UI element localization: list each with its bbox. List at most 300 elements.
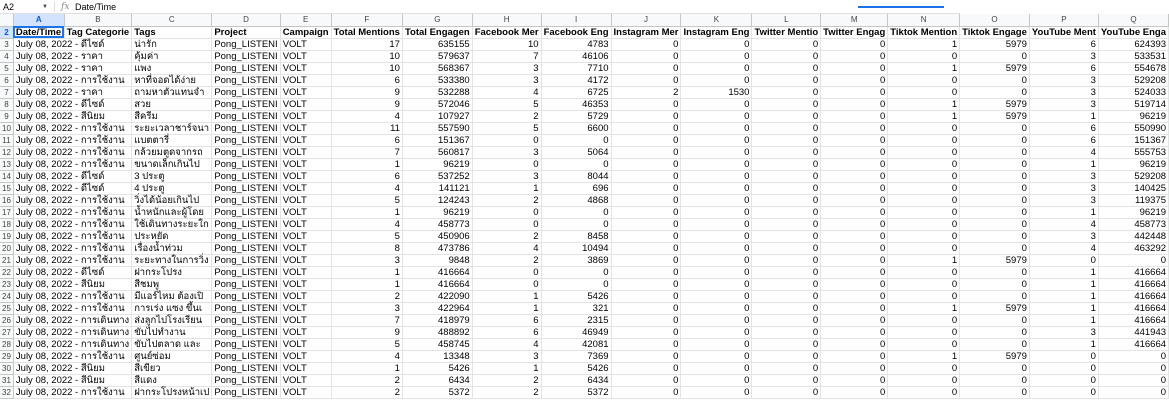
- cell[interactable]: 0: [752, 350, 821, 362]
- cell[interactable]: 0: [960, 278, 1030, 290]
- row-header[interactable]: 13: [0, 158, 13, 170]
- cell[interactable]: Pong_LISTENI: [212, 218, 280, 230]
- cell[interactable]: 0: [960, 386, 1030, 398]
- cell[interactable]: VOLT: [280, 254, 331, 266]
- cell[interactable]: July 08, 2022 - การใช้งาน: [13, 290, 131, 302]
- cell[interactable]: 3: [472, 170, 541, 182]
- cell[interactable]: VOLT: [280, 278, 331, 290]
- cell[interactable]: 3 ประตู: [132, 170, 212, 182]
- cell[interactable]: VOLT: [280, 86, 331, 98]
- cell[interactable]: 7710: [541, 62, 611, 74]
- cell[interactable]: 0: [611, 134, 681, 146]
- row-header[interactable]: 29: [0, 350, 13, 362]
- cell[interactable]: 0: [960, 218, 1030, 230]
- cell[interactable]: 1: [888, 38, 960, 50]
- cell[interactable]: 0: [821, 374, 888, 386]
- cell[interactable]: July 08, 2022 - สีนิยม: [13, 278, 131, 290]
- cell[interactable]: July 08, 2022 - การใช้งาน: [13, 194, 131, 206]
- cell[interactable]: July 08, 2022 - การใช้งาน: [13, 218, 131, 230]
- cell[interactable]: 1: [331, 278, 402, 290]
- row-header[interactable]: 17: [0, 206, 13, 218]
- cell[interactable]: 568367: [402, 62, 472, 74]
- cell[interactable]: 3: [472, 146, 541, 158]
- cell[interactable]: Pong_LISTENI: [212, 146, 280, 158]
- cell[interactable]: Pong_LISTENI: [212, 242, 280, 254]
- column-header-d[interactable]: D: [212, 14, 280, 26]
- column-header-n[interactable]: N: [888, 14, 960, 26]
- cell[interactable]: 3869: [541, 254, 611, 266]
- cell[interactable]: 0: [681, 134, 752, 146]
- cell[interactable]: 0: [821, 254, 888, 266]
- cell[interactable]: คุ้มค่า: [132, 50, 212, 62]
- cell[interactable]: YouTube Ment: [1029, 26, 1098, 38]
- row-header[interactable]: 8: [0, 98, 13, 110]
- cell[interactable]: 0: [1029, 350, 1098, 362]
- cell[interactable]: 8458: [541, 230, 611, 242]
- cell[interactable]: Pong_LISTENI: [212, 182, 280, 194]
- cell[interactable]: Pong_LISTENI: [212, 194, 280, 206]
- cell[interactable]: 0: [611, 62, 681, 74]
- cell[interactable]: 0: [752, 242, 821, 254]
- cell[interactable]: 0: [681, 374, 752, 386]
- cell[interactable]: 1: [472, 362, 541, 374]
- cell[interactable]: 0: [681, 314, 752, 326]
- cell[interactable]: 0: [821, 86, 888, 98]
- cell[interactable]: 5: [472, 122, 541, 134]
- cell[interactable]: July 08, 2022 - การใช้งาน: [13, 158, 131, 170]
- cell[interactable]: 0: [960, 182, 1030, 194]
- row-header[interactable]: 3: [0, 38, 13, 50]
- row-header[interactable]: 12: [0, 146, 13, 158]
- cell[interactable]: 0: [1029, 374, 1098, 386]
- cell[interactable]: กล้วยมตูดจากรถ: [132, 146, 212, 158]
- cell[interactable]: 1: [331, 266, 402, 278]
- cell[interactable]: 0: [821, 338, 888, 350]
- cell[interactable]: 0: [821, 110, 888, 122]
- cell[interactable]: 4: [472, 338, 541, 350]
- cell[interactable]: 532288: [402, 86, 472, 98]
- cell[interactable]: 0: [541, 158, 611, 170]
- cell[interactable]: สีแดง: [132, 374, 212, 386]
- cell[interactable]: Instagram Mer: [611, 26, 681, 38]
- cell[interactable]: 463292: [1098, 242, 1168, 254]
- cell[interactable]: VOLT: [280, 266, 331, 278]
- cell[interactable]: 0: [611, 266, 681, 278]
- cell[interactable]: VOLT: [280, 158, 331, 170]
- cell[interactable]: 0: [681, 98, 752, 110]
- cell[interactable]: Pong_LISTENI: [212, 74, 280, 86]
- cell[interactable]: 7: [472, 50, 541, 62]
- cell[interactable]: 0: [752, 74, 821, 86]
- column-header-e[interactable]: E: [280, 14, 331, 26]
- cell[interactable]: 10: [331, 62, 402, 74]
- cell[interactable]: มีแอร์ไหม ต้องเปิ: [132, 290, 212, 302]
- cell[interactable]: Pong_LISTENI: [212, 362, 280, 374]
- cell[interactable]: 0: [888, 134, 960, 146]
- cell[interactable]: 9: [331, 326, 402, 338]
- cell[interactable]: 0: [960, 170, 1030, 182]
- cell[interactable]: 1: [888, 62, 960, 74]
- cell[interactable]: 0: [681, 266, 752, 278]
- cell[interactable]: 1530: [681, 86, 752, 98]
- cell[interactable]: Instagram Eng: [681, 26, 752, 38]
- column-header-m[interactable]: M: [821, 14, 888, 26]
- cell[interactable]: 458773: [1098, 218, 1168, 230]
- cell[interactable]: 2: [472, 110, 541, 122]
- cell[interactable]: 0: [960, 122, 1030, 134]
- cell[interactable]: 0: [752, 338, 821, 350]
- cell[interactable]: 1: [472, 302, 541, 314]
- cell[interactable]: 0: [752, 182, 821, 194]
- cell[interactable]: 4: [1029, 242, 1098, 254]
- cell[interactable]: 0: [681, 158, 752, 170]
- cell[interactable]: 2: [472, 374, 541, 386]
- cell[interactable]: VOLT: [280, 134, 331, 146]
- cell[interactable]: ขับไปทำงาน: [132, 326, 212, 338]
- cell[interactable]: 96219: [402, 158, 472, 170]
- cell[interactable]: 0: [888, 206, 960, 218]
- cell[interactable]: 151367: [1098, 134, 1168, 146]
- cell[interactable]: 5979: [960, 98, 1030, 110]
- cell[interactable]: 0: [681, 50, 752, 62]
- cell[interactable]: 5979: [960, 62, 1030, 74]
- cell[interactable]: VOLT: [280, 338, 331, 350]
- cell[interactable]: 96219: [1098, 158, 1168, 170]
- cell[interactable]: 0: [611, 374, 681, 386]
- cell[interactable]: 537252: [402, 170, 472, 182]
- cell[interactable]: 0: [611, 338, 681, 350]
- cell[interactable]: 5: [331, 230, 402, 242]
- cell[interactable]: 488892: [402, 326, 472, 338]
- cell[interactable]: 4868: [541, 194, 611, 206]
- cell[interactable]: 7369: [541, 350, 611, 362]
- row-header[interactable]: 10: [0, 122, 13, 134]
- horizontal-scroll-indicator[interactable]: [858, 6, 944, 8]
- cell[interactable]: สีครีม: [132, 110, 212, 122]
- cell[interactable]: July 08, 2022 - การใช้งาน: [13, 254, 131, 266]
- cell[interactable]: 0: [960, 374, 1030, 386]
- cell[interactable]: 458773: [402, 218, 472, 230]
- cell[interactable]: July 08, 2022 - ดีไซด์: [13, 98, 131, 110]
- cell[interactable]: 0: [960, 50, 1030, 62]
- cell[interactable]: July 08, 2022 - ราคา: [13, 62, 131, 74]
- cell[interactable]: 0: [960, 362, 1030, 374]
- cell[interactable]: 458745: [402, 338, 472, 350]
- cell[interactable]: 1: [1029, 266, 1098, 278]
- cell[interactable]: Pong_LISTENI: [212, 98, 280, 110]
- cell[interactable]: Pong_LISTENI: [212, 50, 280, 62]
- row-header[interactable]: 6: [0, 74, 13, 86]
- cell[interactable]: 0: [681, 146, 752, 158]
- cell[interactable]: Pong_LISTENI: [212, 326, 280, 338]
- cell[interactable]: 0: [752, 62, 821, 74]
- cell[interactable]: 0: [821, 182, 888, 194]
- cell[interactable]: Tag Categorie: [64, 26, 132, 38]
- row-header[interactable]: 31: [0, 374, 13, 386]
- cell[interactable]: 4: [472, 86, 541, 98]
- cell[interactable]: VOLT: [280, 386, 331, 398]
- cell[interactable]: July 08, 2022 - การเดินทาง: [13, 338, 131, 350]
- cell[interactable]: 6: [1029, 38, 1098, 50]
- cell[interactable]: 0: [752, 38, 821, 50]
- cell[interactable]: 441943: [1098, 326, 1168, 338]
- cell[interactable]: Pong_LISTENI: [212, 134, 280, 146]
- cell[interactable]: 0: [681, 182, 752, 194]
- row-header[interactable]: 32: [0, 386, 13, 398]
- cell[interactable]: 579637: [402, 50, 472, 62]
- cell[interactable]: 0: [611, 182, 681, 194]
- cell[interactable]: 0: [611, 290, 681, 302]
- cell[interactable]: 0: [752, 194, 821, 206]
- cell[interactable]: 0: [472, 266, 541, 278]
- cell[interactable]: 4: [1029, 218, 1098, 230]
- cell[interactable]: 635155: [402, 38, 472, 50]
- cell[interactable]: เรื่องน้ำท่วม: [132, 242, 212, 254]
- cell[interactable]: 0: [888, 266, 960, 278]
- cell[interactable]: 0: [888, 158, 960, 170]
- cell[interactable]: 0: [752, 278, 821, 290]
- cell[interactable]: Tags: [132, 26, 212, 38]
- cell[interactable]: 96219: [1098, 110, 1168, 122]
- cell[interactable]: 0: [1098, 386, 1168, 398]
- cell[interactable]: 572046: [402, 98, 472, 110]
- cell[interactable]: 0: [752, 50, 821, 62]
- cell[interactable]: July 08, 2022 - สีนิยม: [13, 362, 131, 374]
- cell[interactable]: VOLT: [280, 74, 331, 86]
- cell[interactable]: หาที่จอดได้ง่าย: [132, 74, 212, 86]
- cell[interactable]: July 08, 2022 - ดีไซด์: [13, 170, 131, 182]
- cell[interactable]: Pong_LISTENI: [212, 350, 280, 362]
- cell[interactable]: 1: [472, 182, 541, 194]
- cell[interactable]: 0: [888, 290, 960, 302]
- column-header-q[interactable]: Q: [1098, 14, 1168, 26]
- cell[interactable]: 560817: [402, 146, 472, 158]
- cell[interactable]: 0: [472, 134, 541, 146]
- cell[interactable]: 0: [960, 74, 1030, 86]
- cell[interactable]: Pong_LISTENI: [212, 62, 280, 74]
- cell[interactable]: 3: [472, 74, 541, 86]
- cell[interactable]: 0: [821, 122, 888, 134]
- column-header-b[interactable]: B: [64, 14, 132, 26]
- cell[interactable]: 0: [821, 62, 888, 74]
- column-header-g[interactable]: G: [402, 14, 472, 26]
- cell[interactable]: 4: [331, 218, 402, 230]
- cell[interactable]: 442448: [1098, 230, 1168, 242]
- cell[interactable]: 0: [681, 386, 752, 398]
- cell[interactable]: 416664: [402, 278, 472, 290]
- cell[interactable]: 3: [1029, 98, 1098, 110]
- cell[interactable]: 0: [472, 158, 541, 170]
- row-header[interactable]: 7: [0, 86, 13, 98]
- cell[interactable]: July 08, 2022 - การใช้งาน: [13, 230, 131, 242]
- cell[interactable]: 0: [1029, 362, 1098, 374]
- cell[interactable]: 6: [1029, 62, 1098, 74]
- cell[interactable]: July 08, 2022 - ดีไซด์: [13, 182, 131, 194]
- cell[interactable]: 0: [821, 134, 888, 146]
- row-header[interactable]: 4: [0, 50, 13, 62]
- cell[interactable]: ประหยัด: [132, 230, 212, 242]
- cell[interactable]: 0: [752, 146, 821, 158]
- cell[interactable]: Pong_LISTENI: [212, 38, 280, 50]
- cell[interactable]: 450906: [402, 230, 472, 242]
- cell[interactable]: VOLT: [280, 350, 331, 362]
- cell[interactable]: 0: [681, 254, 752, 266]
- cell[interactable]: 119375: [1098, 194, 1168, 206]
- cell[interactable]: Tiktok Engage: [960, 26, 1030, 38]
- cell[interactable]: 5979: [960, 254, 1030, 266]
- column-header-f[interactable]: F: [331, 14, 402, 26]
- cell[interactable]: 0: [681, 122, 752, 134]
- cell[interactable]: 96219: [402, 206, 472, 218]
- cell[interactable]: 0: [611, 194, 681, 206]
- cell[interactable]: 5979: [960, 110, 1030, 122]
- cell[interactable]: 0: [1098, 374, 1168, 386]
- cell[interactable]: 1: [331, 158, 402, 170]
- cell[interactable]: Pong_LISTENI: [212, 122, 280, 134]
- cell[interactable]: 5426: [402, 362, 472, 374]
- cell[interactable]: 0: [821, 50, 888, 62]
- cell[interactable]: 0: [611, 170, 681, 182]
- cell[interactable]: 0: [681, 326, 752, 338]
- cell[interactable]: 524033: [1098, 86, 1168, 98]
- cell[interactable]: 4172: [541, 74, 611, 86]
- cell[interactable]: 0: [541, 134, 611, 146]
- cell[interactable]: 0: [821, 230, 888, 242]
- cell[interactable]: July 08, 2022 - การใช้งาน: [13, 146, 131, 158]
- cell[interactable]: 9: [331, 86, 402, 98]
- cell[interactable]: สีชมพู: [132, 278, 212, 290]
- cell[interactable]: 13348: [402, 350, 472, 362]
- cell[interactable]: 0: [681, 62, 752, 74]
- cell[interactable]: 151367: [402, 134, 472, 146]
- cell[interactable]: สวย: [132, 98, 212, 110]
- cell[interactable]: 0: [752, 98, 821, 110]
- row-header[interactable]: 15: [0, 182, 13, 194]
- row-header[interactable]: 19: [0, 230, 13, 242]
- cell[interactable]: 5426: [541, 290, 611, 302]
- cell[interactable]: ฝากระโปรงหน้าเป: [132, 386, 212, 398]
- column-header-l[interactable]: L: [752, 14, 821, 26]
- cell[interactable]: 0: [541, 206, 611, 218]
- cell[interactable]: July 08, 2022 - การใช้งาน: [13, 122, 131, 134]
- cell[interactable]: 0: [541, 218, 611, 230]
- cell[interactable]: 0: [821, 314, 888, 326]
- cell[interactable]: ระยะทางในการวิ่ง: [132, 254, 212, 266]
- cell[interactable]: 0: [1098, 254, 1168, 266]
- cell[interactable]: 416664: [1098, 314, 1168, 326]
- cell[interactable]: 0: [611, 362, 681, 374]
- cell[interactable]: 0: [752, 266, 821, 278]
- cell[interactable]: 2: [331, 386, 402, 398]
- cell[interactable]: VOLT: [280, 50, 331, 62]
- row-header[interactable]: 26: [0, 314, 13, 326]
- spreadsheet-grid[interactable]: [0, 14, 1169, 399]
- cell[interactable]: Pong_LISTENI: [212, 290, 280, 302]
- cell[interactable]: ศูนย์ซ่อม: [132, 350, 212, 362]
- cell[interactable]: Pong_LISTENI: [212, 338, 280, 350]
- cell[interactable]: 554678: [1098, 62, 1168, 74]
- cell[interactable]: 418979: [402, 314, 472, 326]
- cell[interactable]: Facebook Eng: [541, 26, 611, 38]
- cell[interactable]: 0: [888, 314, 960, 326]
- cell[interactable]: 2315: [541, 314, 611, 326]
- cell[interactable]: 1: [1029, 338, 1098, 350]
- select-all-corner[interactable]: [0, 14, 13, 26]
- cell[interactable]: VOLT: [280, 146, 331, 158]
- cell[interactable]: 4783: [541, 38, 611, 50]
- row-header[interactable]: 24: [0, 290, 13, 302]
- cell[interactable]: 0: [960, 290, 1030, 302]
- cell[interactable]: 3: [1029, 86, 1098, 98]
- cell[interactable]: ขนาดเล็กเกินไป: [132, 158, 212, 170]
- cell[interactable]: ถามหาตัวแทนจำ: [132, 86, 212, 98]
- cell[interactable]: 0: [821, 218, 888, 230]
- cell[interactable]: 0: [888, 326, 960, 338]
- cell[interactable]: 6: [1029, 134, 1098, 146]
- cell[interactable]: 0: [888, 338, 960, 350]
- cell[interactable]: VOLT: [280, 206, 331, 218]
- cell[interactable]: 0: [1029, 386, 1098, 398]
- cell[interactable]: ระยะเวลาชาร์จนา: [132, 122, 212, 134]
- cell[interactable]: 2: [331, 290, 402, 302]
- cell[interactable]: 0: [681, 206, 752, 218]
- row-header[interactable]: 9: [0, 110, 13, 122]
- cell[interactable]: July 08, 2022 - การใช้งาน: [13, 350, 131, 362]
- cell[interactable]: 0: [681, 74, 752, 86]
- cell[interactable]: 1: [1029, 158, 1098, 170]
- cell[interactable]: 1: [888, 302, 960, 314]
- cell[interactable]: 7: [331, 314, 402, 326]
- cell[interactable]: 1: [1029, 302, 1098, 314]
- formula-input[interactable]: Date/Time: [75, 1, 117, 12]
- cell[interactable]: VOLT: [280, 170, 331, 182]
- cell[interactable]: Campaign: [280, 26, 331, 38]
- row-header[interactable]: 30: [0, 362, 13, 374]
- cell[interactable]: 624393: [1098, 38, 1168, 50]
- cell[interactable]: 1: [888, 98, 960, 110]
- cell[interactable]: 0: [752, 374, 821, 386]
- cell[interactable]: 473786: [402, 242, 472, 254]
- cell[interactable]: 0: [960, 338, 1030, 350]
- column-header-p[interactable]: P: [1029, 14, 1098, 26]
- cell[interactable]: 416664: [1098, 338, 1168, 350]
- cell[interactable]: 0: [960, 266, 1030, 278]
- cell[interactable]: VOLT: [280, 110, 331, 122]
- cell[interactable]: 0: [960, 86, 1030, 98]
- cell[interactable]: 0: [888, 86, 960, 98]
- cell[interactable]: VOLT: [280, 182, 331, 194]
- cell[interactable]: VOLT: [280, 302, 331, 314]
- cell[interactable]: VOLT: [280, 242, 331, 254]
- cell[interactable]: แบตตารี่: [132, 134, 212, 146]
- cell[interactable]: 107927: [402, 110, 472, 122]
- cell[interactable]: 555753: [1098, 146, 1168, 158]
- cell[interactable]: 0: [681, 170, 752, 182]
- row-header[interactable]: 5: [0, 62, 13, 74]
- cell[interactable]: Pong_LISTENI: [212, 278, 280, 290]
- column-header-c[interactable]: C: [132, 14, 212, 26]
- cell[interactable]: 0: [752, 110, 821, 122]
- cell[interactable]: 0: [681, 194, 752, 206]
- cell[interactable]: VOLT: [280, 374, 331, 386]
- cell[interactable]: 5: [331, 338, 402, 350]
- cell[interactable]: July 08, 2022 - การใช้งาน: [13, 206, 131, 218]
- cell[interactable]: 0: [821, 350, 888, 362]
- cell[interactable]: VOLT: [280, 326, 331, 338]
- chevron-down-icon[interactable]: ▼: [42, 3, 48, 10]
- cell[interactable]: July 08, 2022 - ราคา: [13, 50, 131, 62]
- cell[interactable]: 10: [331, 50, 402, 62]
